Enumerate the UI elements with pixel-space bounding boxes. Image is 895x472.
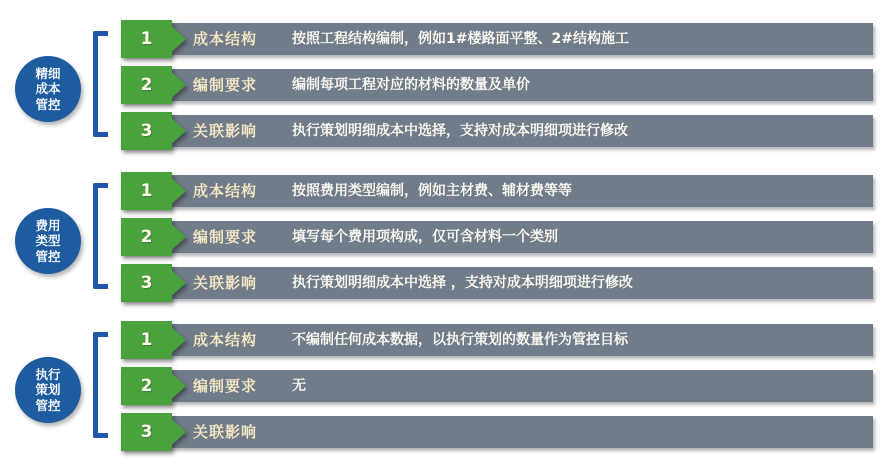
step-number: 3 [140,273,153,293]
step-row [121,267,873,299]
step-description: 无 [292,378,306,394]
step-number-badge [121,321,186,359]
circle-line: 管控 [35,397,61,413]
step-row [121,324,873,356]
step-number: 3 [140,422,153,442]
circle-line: 精细 [35,66,61,82]
step-bar [121,115,873,147]
step-bar [121,416,873,448]
group-expense-type-control [0,175,895,301]
step-bar [121,23,873,55]
step-bar [121,221,873,253]
circle-line: 费用 [35,218,61,234]
step-number: 1 [140,181,153,201]
step-label: 成本结构 [193,182,258,200]
step-label: 编制要求 [193,76,258,94]
step-description: 按照费用类型编制，例如主材费、辅材费等等 [292,183,572,199]
bracket-icon [93,332,108,438]
step-bar [121,69,873,101]
step-row [121,23,873,55]
step-description: 不编制任何成本数据，以执行策划的数量作为管控目标 [292,332,628,348]
circle-line: 类型 [35,233,61,249]
step-label: 关联影响 [193,122,258,140]
group-circle-badge [15,56,81,122]
step-number-badge [121,66,186,104]
step-number: 2 [140,227,153,247]
step-number: 2 [140,75,153,95]
step-number-badge [121,367,186,405]
step-row [121,115,873,147]
group-execution-plan-control [0,324,895,450]
step-row [121,175,873,207]
step-row [121,416,873,448]
step-number: 2 [140,376,153,396]
circle-line: 策划 [35,382,61,398]
step-number: 1 [140,29,153,49]
step-label: 成本结构 [193,331,258,349]
step-description: 执行策划明细成本中选择，支持对成本明细项进行修改 [292,123,628,139]
step-bar [121,267,873,299]
step-label: 关联影响 [193,274,258,292]
step-number: 3 [140,121,153,141]
step-label: 成本结构 [193,30,258,48]
circle-line: 管控 [35,248,61,264]
step-bar [121,370,873,402]
circle-line: 成本 [35,81,61,97]
bracket-icon [93,183,108,289]
step-number-badge [121,413,186,451]
step-row [121,370,873,402]
step-description: 编制每项工程对应的材料的数量及单价 [292,77,530,93]
step-label: 编制要求 [193,228,258,246]
step-description: 执行策划明细成本中选择 ，支持对成本明细项进行修改 [292,275,633,291]
step-number-badge [121,112,186,150]
step-number-badge [121,20,186,58]
step-number-badge [121,264,186,302]
group-fine-cost-control [0,23,895,149]
group-circle-badge [15,357,81,423]
step-number-badge [121,172,186,210]
step-description: 按照工程结构编制，例如1#楼路面平整、2#结构施工 [292,31,629,47]
group-circle-badge [15,208,81,274]
step-label: 关联影响 [193,423,258,441]
step-number-badge [121,218,186,256]
circle-line: 管控 [35,96,61,112]
circle-line: 执行 [35,367,61,383]
bracket-icon [93,31,108,137]
step-row [121,221,873,253]
step-bar [121,175,873,207]
step-description: 填写每个费用项构成，仅可含材料一个类别 [292,229,558,245]
step-number: 1 [140,330,153,350]
step-row [121,69,873,101]
step-bar [121,324,873,356]
step-label: 编制要求 [193,377,258,395]
